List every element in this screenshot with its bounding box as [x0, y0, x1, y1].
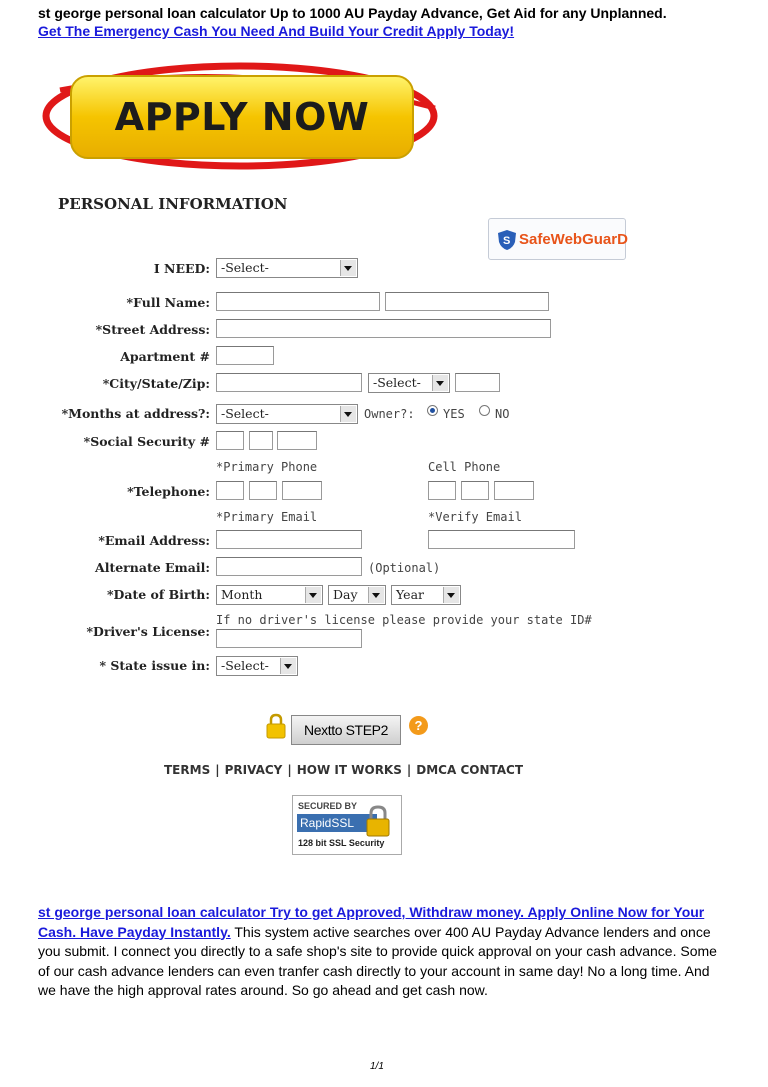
primary-phone-area-input[interactable]: [216, 481, 244, 500]
owner-yes-radio[interactable]: [427, 405, 438, 416]
document-title: st george personal loan calculator Up to 1000 AU Payday Advance, Get Aid for any Unplanned.: [38, 5, 667, 21]
chevron-down-icon: [305, 587, 321, 603]
cell-phone-prefix-input[interactable]: [461, 481, 489, 500]
last-name-input[interactable]: [385, 292, 549, 311]
next-step-button[interactable]: Nextto STEP2: [291, 715, 401, 745]
dob-year-select[interactable]: [391, 585, 461, 605]
verify-email-input[interactable]: [428, 530, 575, 549]
padlock-icon: [365, 804, 391, 838]
verify-email-label: *Verify Email: [428, 510, 522, 524]
license-note: If no driver's license please provide your state ID#: [216, 613, 592, 627]
city-input[interactable]: [216, 373, 362, 392]
owner-label: Owner?:: [364, 407, 415, 421]
chevron-down-icon: [368, 587, 384, 603]
how-it-works-link[interactable]: HOW IT WORKS: [296, 763, 402, 777]
i-need-label: I NEED:: [153, 261, 210, 276]
zip-input[interactable]: [455, 373, 500, 392]
apply-now-button[interactable]: APPLY NOW: [70, 75, 414, 159]
first-name-input[interactable]: [216, 292, 380, 311]
ssl-brand: RapidSSL: [297, 814, 377, 832]
description-paragraph: [38, 903, 728, 1001]
alternate-email-input[interactable]: [216, 557, 362, 576]
drivers-license-label: *Driver's License:: [86, 624, 210, 639]
page-number: 1/1: [370, 1061, 384, 1072]
help-icon[interactable]: ?: [409, 716, 428, 735]
safewebguard-badge: [488, 218, 626, 260]
ssn-part2-input[interactable]: [249, 431, 273, 450]
primary-phone-label: *Primary Phone: [216, 460, 318, 474]
i-need-select[interactable]: [216, 258, 358, 278]
privacy-link[interactable]: PRIVACY: [224, 763, 283, 777]
dob-day-select[interactable]: [328, 585, 386, 605]
safewebguard-text: SafeWebGuarD: [519, 231, 628, 248]
day-select-value: Day: [333, 587, 358, 602]
optional-note: (Optional): [368, 561, 441, 575]
description-text: This system active searches over 400 AU Payday Advance lenders and once you submit. I connect you directly to a safe shop's site to provide quick approval on your cash advance. Some of our cash advance lenders can even tranfer cash directly to your account in same day! No a long time. And we have the high approval rates around. So go ahead and get cash now.: [38, 923, 717, 998]
dmca-contact-link[interactable]: DMCA CONTACT: [416, 763, 524, 777]
ssn-part3-input[interactable]: [277, 431, 317, 450]
chevron-down-icon: [432, 375, 448, 391]
chevron-down-icon: [340, 406, 356, 422]
cell-phone-area-input[interactable]: [428, 481, 456, 500]
state-issue-select[interactable]: [216, 656, 298, 676]
cell-phone-label: Cell Phone: [428, 460, 501, 474]
apartment-input[interactable]: [216, 346, 274, 365]
ssl-security-text: 128 bit SSL Security: [298, 838, 385, 848]
terms-link[interactable]: TERMS: [164, 763, 211, 777]
ssn-part1-input[interactable]: [216, 431, 244, 450]
shield-icon: [497, 229, 517, 251]
months-at-address-select[interactable]: [216, 404, 358, 424]
owner-no-label: NO: [495, 407, 510, 421]
rapidssl-badge: [292, 795, 402, 855]
month-select-value: Month: [221, 587, 263, 602]
svg-text:S: S: [503, 235, 511, 247]
ssn-label: *Social Security #: [83, 434, 210, 449]
emergency-cash-link[interactable]: Get The Emergency Cash You Need And Build Your Credit Apply Today!: [38, 23, 515, 39]
cell-phone-line-input[interactable]: [494, 481, 534, 500]
year-select-value: Year: [396, 587, 424, 602]
footer-links: TERMS | PRIVACY | HOW IT WORKS | DMCA CONTACT: [164, 763, 524, 777]
lock-icon: [266, 713, 286, 739]
primary-phone-prefix-input[interactable]: [249, 481, 277, 500]
primary-phone-line-input[interactable]: [282, 481, 322, 500]
state-issue-select-value: -Select-: [221, 658, 269, 673]
ssl-secured-by: SECURED BY: [298, 801, 358, 811]
payday-link[interactable]: st george personal loan calculator Try to get Approved, Withdraw money. Apply Online Now for Your Cash. Have Payday Instantly.: [38, 904, 705, 940]
chevron-down-icon: [340, 260, 356, 276]
email-label: *Email Address:: [98, 533, 210, 548]
dob-month-select[interactable]: [216, 585, 323, 605]
street-address-label: *Street Address:: [95, 322, 210, 337]
apartment-label: Apartment #: [120, 349, 210, 364]
owner-no-radio[interactable]: [479, 405, 490, 416]
primary-email-label: *Primary Email: [216, 510, 318, 524]
chevron-down-icon: [443, 587, 459, 603]
state-select[interactable]: [368, 373, 450, 393]
state-issue-label: * State issue in:: [99, 658, 210, 673]
section-title: PERSONAL INFORMATION: [58, 195, 288, 213]
months-select-value: -Select-: [221, 406, 269, 421]
drivers-license-input[interactable]: [216, 629, 362, 648]
i-need-select-value: -Select-: [221, 260, 269, 275]
apply-now-banner[interactable]: [40, 60, 442, 172]
state-select-value: -Select-: [373, 375, 421, 390]
city-state-zip-label: *City/State/Zip:: [102, 376, 210, 391]
telephone-label: *Telephone:: [127, 484, 210, 499]
email-input[interactable]: [216, 530, 362, 549]
street-address-input[interactable]: [216, 319, 551, 338]
months-at-address-label: *Months at address?:: [61, 406, 210, 421]
owner-yes-label: YES: [443, 407, 465, 421]
alternate-email-label: Alternate Email:: [95, 560, 210, 575]
full-name-label: *Full Name:: [126, 295, 210, 310]
chevron-down-icon: [280, 658, 296, 674]
date-of-birth-label: *Date of Birth:: [107, 587, 210, 602]
